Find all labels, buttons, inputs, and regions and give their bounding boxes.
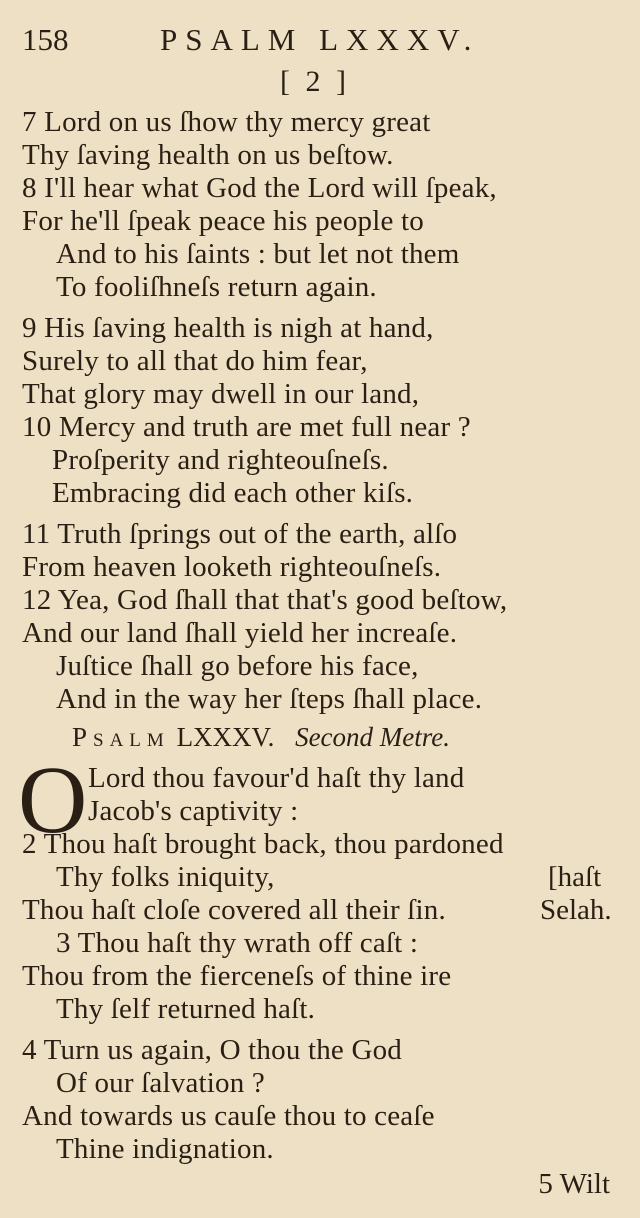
verse-line: And our land ſhall yield her increaſe. xyxy=(22,617,458,649)
verse-line: 11 Truth ſprings out of the earth, alſo xyxy=(22,518,458,550)
verse-line: Surely to all that do him fear, xyxy=(22,345,368,377)
section-mark: [ 2 ] xyxy=(280,65,350,98)
verse-line: And to his ſaints : but let not them xyxy=(56,238,460,270)
verse-line: Lord thou favour'd haſt thy land xyxy=(88,762,465,794)
metre-label: Second Metre. xyxy=(295,722,451,752)
catchword: 5 Wilt xyxy=(538,1168,610,1200)
page-number: 158 xyxy=(22,22,69,57)
verse-line: 8 I'll hear what God the Lord will ſpeak, xyxy=(22,172,497,204)
verse-line: Juſtice ſhall go before his face, xyxy=(56,650,419,682)
verse-line: 10 Mercy and truth are met full near ? xyxy=(22,411,471,443)
verse-line: 12 Yea, God ſhall that that's good beſtow, xyxy=(22,584,508,616)
verse-line: And towards us cauſe thou to ceaſe xyxy=(22,1100,435,1132)
verse-line: Thy ſaving health on us beſtow. xyxy=(22,139,394,171)
verse-line: 7 Lord on us ſhow thy mercy great xyxy=(22,106,431,138)
verse-line: For he'll ſpeak peace his people to xyxy=(22,205,424,237)
verse-line: Thy ſelf returned haſt. xyxy=(56,993,316,1025)
verse-line: From heaven looketh righteouſneſs. xyxy=(22,551,442,583)
turnover-note: [haſt xyxy=(548,861,602,893)
verse-line: That glory may dwell in our land, xyxy=(22,378,420,410)
drop-cap: O xyxy=(18,746,88,853)
verse-line: Thou haſt cloſe covered all their ſin. xyxy=(22,894,446,926)
verse-line: 4 Turn us again, O thou the God xyxy=(22,1034,402,1066)
selah-note: Selah. xyxy=(540,894,612,926)
verse-line: 9 His ſaving health is nigh at hand, xyxy=(22,312,434,344)
second-metre-heading xyxy=(72,722,450,753)
verse-line: And in the way her ſteps ſhall place. xyxy=(56,683,483,715)
verse-line: 2 Thou haſt brought back, thou pardoned xyxy=(22,828,504,860)
verse-line: Thy folks iniquity, xyxy=(56,861,275,893)
verse-line: To fooliſhneſs return again. xyxy=(56,271,377,303)
verse-line: Thou from the fierceneſs of thine ire xyxy=(22,960,452,992)
verse-line: Jacob's captivity : xyxy=(88,795,299,827)
psalm-number: LXXXV. xyxy=(176,722,275,752)
running-title: PSALM LXXXV. xyxy=(160,22,480,57)
verse-line: Proſperity and righteouſneſs. xyxy=(52,444,389,476)
verse-line: 3 Thou haſt thy wrath off caſt : xyxy=(56,927,419,959)
psalm-word: Psalm xyxy=(72,722,170,752)
verse-line: Thine indignation. xyxy=(56,1133,274,1165)
verse-line: Embracing did each other kiſs. xyxy=(52,477,414,509)
verse-line: Of our ſalvation ? xyxy=(56,1067,265,1099)
